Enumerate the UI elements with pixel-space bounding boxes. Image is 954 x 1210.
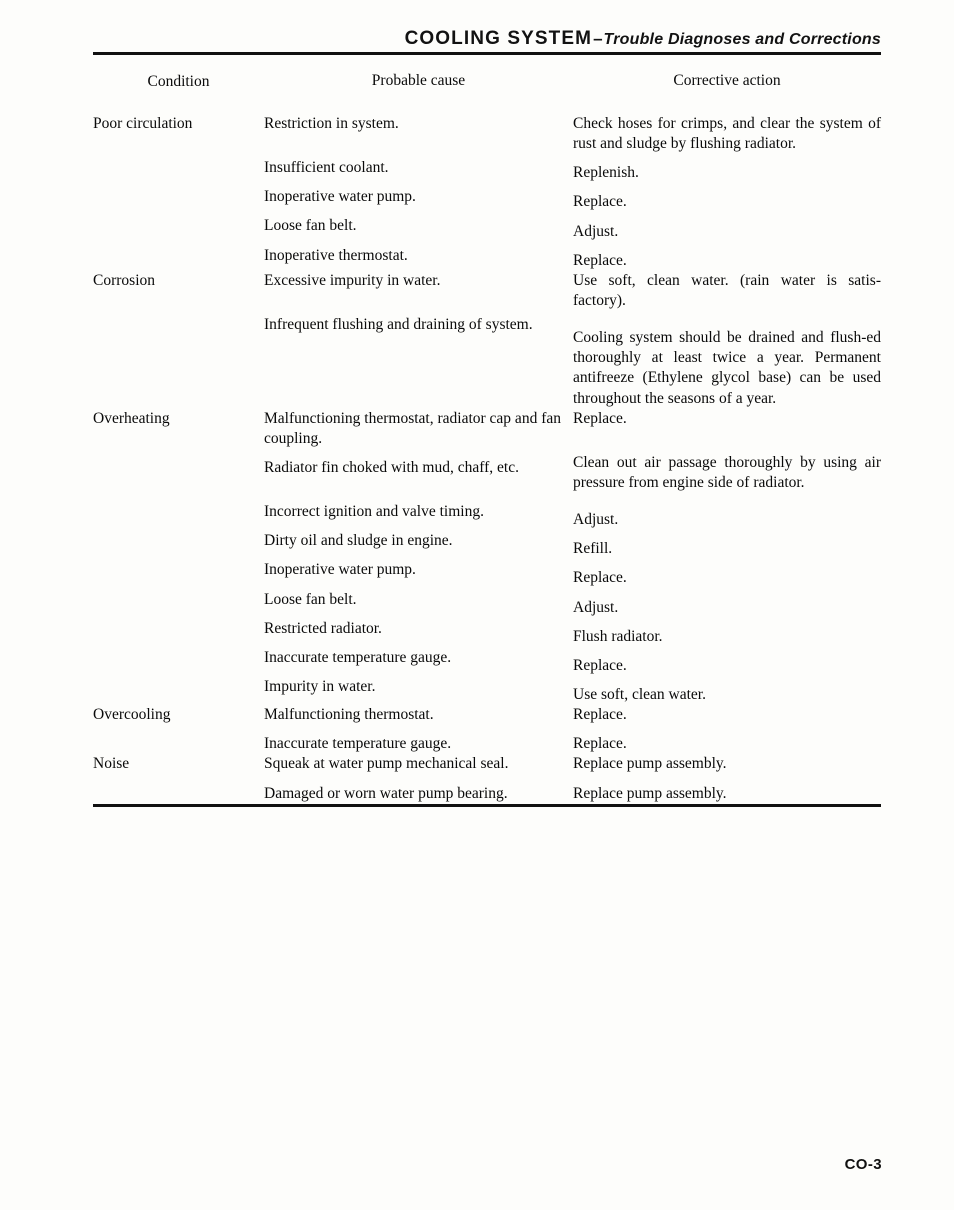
action-item: Replace. bbox=[573, 656, 627, 674]
corrective-action-cell bbox=[573, 409, 881, 705]
running-head-subtitle: Trouble Diagnoses and Corrections bbox=[603, 31, 881, 48]
table-header-row bbox=[93, 72, 881, 114]
cause-item: Malfunctioning thermostat, radiator cap and fan coupling. bbox=[264, 409, 561, 447]
cause-item: Squeak at water pump mechanical seal. bbox=[264, 755, 509, 773]
cause-item: Infrequent flushing and draining of system. bbox=[264, 315, 533, 333]
column-header-condition: Condition bbox=[147, 73, 210, 90]
action-item: Adjust. bbox=[573, 511, 619, 529]
condition-cell bbox=[93, 409, 264, 705]
action-item: Use soft, clean water. (rain water is satis-factory). bbox=[573, 271, 881, 309]
condition-label: Noise bbox=[93, 755, 130, 773]
action-item: Replace. bbox=[573, 569, 627, 587]
column-header-probable-cause: Probable cause bbox=[371, 72, 466, 89]
action-item: Adjust. bbox=[573, 598, 619, 616]
probable-cause-cell bbox=[264, 271, 573, 409]
action-item: Clean out air passage thoroughly by using air pressure from engine side of radiator. bbox=[573, 453, 881, 491]
table-row bbox=[93, 705, 881, 754]
table-row bbox=[93, 271, 881, 409]
cause-item: Radiator fin choked with mud, chaff, etc. bbox=[264, 458, 519, 476]
cause-item: Malfunctioning thermostat. bbox=[264, 706, 434, 724]
action-item: Replace. bbox=[573, 706, 627, 724]
trouble-diagnoses-table-wrapper bbox=[93, 72, 881, 807]
action-item: Flush radiator. bbox=[573, 627, 663, 645]
condition-label: Overcooling bbox=[93, 706, 171, 724]
probable-cause-cell bbox=[264, 754, 573, 805]
cause-item: Loose fan belt. bbox=[264, 217, 357, 235]
cause-item: Dirty oil and sludge in engine. bbox=[264, 532, 453, 550]
condition-label: Corrosion bbox=[93, 271, 155, 289]
action-item: Refill. bbox=[573, 540, 613, 558]
cause-item: Inoperative thermostat. bbox=[264, 246, 408, 264]
probable-cause-cell bbox=[264, 409, 573, 705]
table-row bbox=[93, 409, 881, 705]
cause-item: Inoperative water pump. bbox=[264, 188, 416, 206]
condition-cell bbox=[93, 114, 264, 271]
cause-item: Insufficient coolant. bbox=[264, 159, 389, 177]
column-header-corrective-action: Corrective action bbox=[673, 72, 781, 89]
page-number: CO-3 bbox=[844, 1156, 882, 1173]
action-item: Replace pump assembly. bbox=[573, 755, 727, 773]
header-rule bbox=[93, 52, 881, 55]
cause-item: Loose fan belt. bbox=[264, 590, 357, 608]
action-item: Use soft, clean water. bbox=[573, 685, 706, 703]
probable-cause-cell bbox=[264, 114, 573, 271]
corrective-action-cell bbox=[573, 114, 881, 271]
cause-item: Inaccurate temperature gauge. bbox=[264, 735, 452, 753]
cause-item: Damaged or worn water pump bearing. bbox=[264, 784, 508, 802]
action-item: Replace. bbox=[573, 409, 627, 427]
cause-item: Inoperative water pump. bbox=[264, 561, 416, 579]
running-head-title: COOLING SYSTEM bbox=[404, 28, 593, 49]
condition-cell bbox=[93, 705, 264, 754]
condition-label: Overheating bbox=[93, 409, 170, 427]
condition-cell bbox=[93, 754, 264, 805]
condition-label: Poor circulation bbox=[93, 115, 193, 132]
table-row bbox=[93, 114, 881, 271]
corrective-action-cell bbox=[573, 271, 881, 409]
cause-item: Incorrect ignition and valve timing. bbox=[264, 503, 484, 521]
action-item: Cooling system should be drained and flush-ed thoroughly at least twice a year. Permanent antifreeze (Ethylene glycol base) can be used throughout the seasons of a year. bbox=[573, 329, 881, 407]
running-head bbox=[93, 28, 881, 50]
action-item: Check hoses for crimps, and clear the system of rust and sludge by flushing radiator. bbox=[573, 115, 881, 153]
cause-item: Restricted radiator. bbox=[264, 619, 382, 637]
table-row bbox=[93, 754, 881, 805]
action-item: Replenish. bbox=[573, 164, 639, 182]
action-item: Adjust. bbox=[573, 222, 619, 240]
action-item: Replace. bbox=[573, 735, 627, 753]
condition-cell bbox=[93, 271, 264, 409]
cause-item: Impurity in water. bbox=[264, 677, 376, 695]
cause-item: Inaccurate temperature gauge. bbox=[264, 648, 452, 666]
cause-item: Restriction in system. bbox=[264, 115, 399, 132]
corrective-action-cell bbox=[573, 705, 881, 754]
running-head-dash: – bbox=[593, 29, 603, 48]
action-item: Replace pump assembly. bbox=[573, 784, 727, 802]
action-item: Replace. bbox=[573, 251, 627, 269]
probable-cause-cell bbox=[264, 705, 573, 754]
corrective-action-cell bbox=[573, 754, 881, 805]
cause-item: Excessive impurity in water. bbox=[264, 271, 441, 289]
action-item: Replace. bbox=[573, 193, 627, 211]
trouble-diagnoses-table bbox=[93, 72, 881, 807]
